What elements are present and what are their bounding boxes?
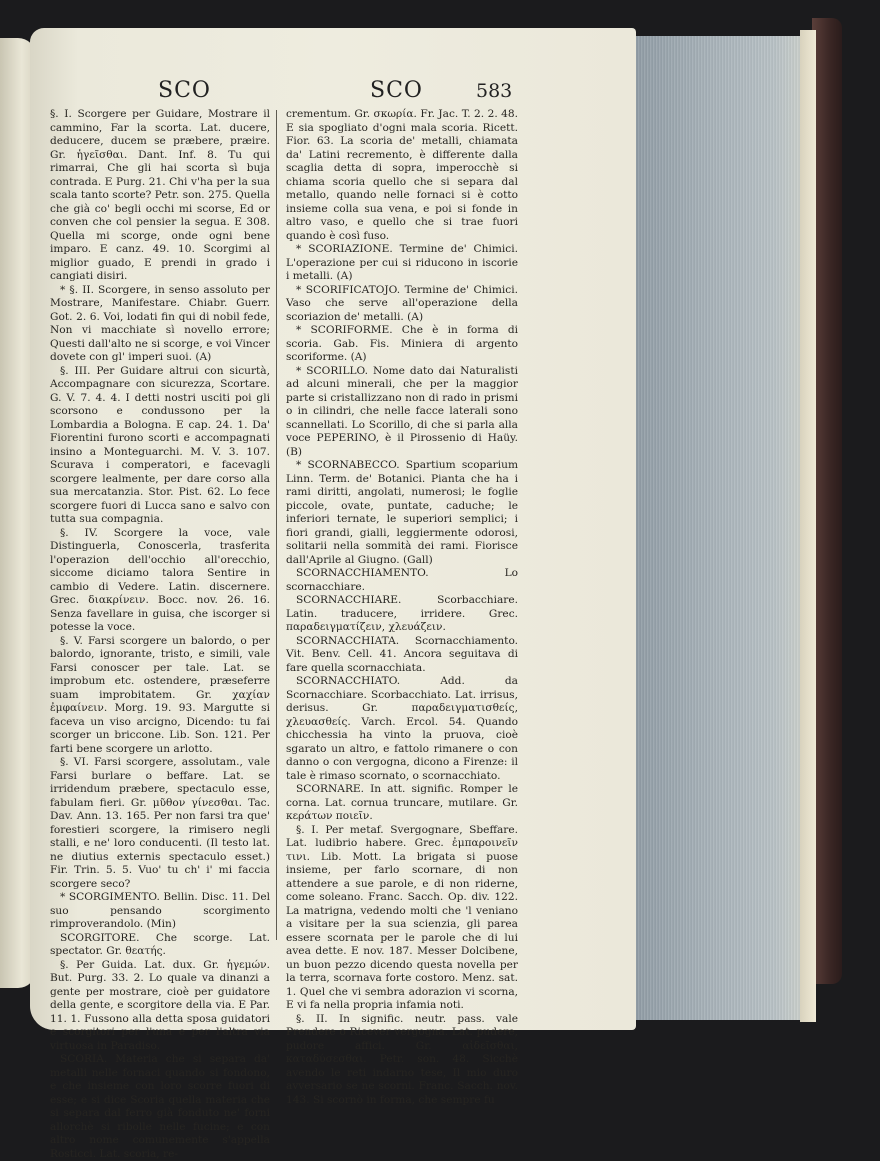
entry-paragraph: §. II. In signific. neutr. pass. vale Prendere o Ricever vergogna. Lat. pudere, pudore affici. Gr. αἰδεῖσθαι, καταδύσεσθαι. Petr. son. 48. Sicchè avendo le reti indarno tese, Il mio duro avversario se ne scorni. Franc. Sacch. nov. 143. Si scornò in forma, che sempre fu [286, 1012, 518, 1106]
entry-paragraph: §. III. Per Guidare altrui con sicurtà, Accompagnare con sicurezza, Scortare. G. V. 7. 4. 4. I detti nostri usciti poi gli scorsono e condussono per la Lombardia a Bologna. E cap. 24. 1. Da' Fiorentini furono scorti e accompagnati insino a Monteguarchi. M. V. 3. 107. Scurava i comperatori, e facevagli scorgere lealmente, per dare corso alla sua mercatanzia. Stor. Pist. 62. Lo fece scorgere fuori di Lucca sano e salvo con tutta sua compagnia. [50, 364, 270, 525]
book-page [30, 28, 636, 1160]
entry-paragraph: SCORNACCHIATA. Scornacchiamento. Vit. Benv. Cell. 41. Ancora seguitava di fare quella scornacchiata. [286, 634, 518, 674]
entry-paragraph: §. VI. Farsi scorgere, assolutam., vale Farsi burlare o beffare. Lat. se irridendum præbere, spectaculo esse, fabulam fieri. Gr. μῦθον γίνεσθαι. Tac. Dav. Ann. 13. 165. Per non farsi tra que' forestieri scorgere, la rimisero negli stalli, e ne' loro conducenti. (Il testo lat. ne diutius externis spectaculo esset.) Fir. Trin. 5. 5. Vuo' tu ch' i' mi faccia scorgere seco? [50, 756, 270, 890]
entry-paragraph: SCORGITORE. Che scorge. Lat. spectator. Gr. θεατής. [50, 931, 270, 957]
right-column [286, 108, 518, 1107]
entry-paragraph: §. I. Per metaf. Svergognare, Sbeffare. Lat. ludibrio habere. Grec. ἐμπαροινεῖν τινι. Lib. Mott. La brigata si puose insieme, per farlo scornare, di non attendere a sue parole, e di non riderne, come soleano. Franc. Sacch. Op. div. 122. La matrigna, vedendo molti che 'l veniano a visitare per la sua scienzia, gli parea essere scornata per le parole che di lui avea dette. E nov. 187. Messer Dolcibene, un buon pezzo dicendo questa novella per la terra, scornava forte costoro. Menz. sat. 1. Quel che vi sembra adorazion vi scorna, E vi fa nella propria infamia noti. [286, 823, 518, 1011]
entry-paragraph: SCORNACCHIATO. Add. da Scornacchiare. Scorbacchiato. Lat. irrisus, derisus. Gr. παραδειγματισθείς, χλευασθείς. Varch. Ercol. 54. Quando chicchessia ha vinto la pruova, cioè sgarato un altro, e fattolo rimanere o con danno o con vergogna, dicono a Firenze: il tale è rimaso scornato, o scornacchiato. [286, 675, 518, 782]
page-number: 583 [476, 80, 513, 102]
book-cover [812, 18, 842, 984]
entry-paragraph: SCORIA. Materia che si separa da' metalli nelle fornaci quando si fondono, e che insieme con loro scorre fuori di esse; e si dice Scoria quella materia che si separa dal ferro già fonduto ne' forni allorchè si ribolle nelle fucine; e con altro nome comunemente s'appella Rosticci. Lat. scoria, re- [50, 1053, 270, 1160]
entry-paragraph: * SCORIFICATOJO. Termine de' Chimici. Vaso che serve all'operazione della scoriazion de' metalli. (A) [286, 283, 518, 323]
entry-paragraph: SCORNACCHIARE. Scorbacchiare. Latin. traducere, irridere. Grec. παραδειγματίζειν, χλευάζειν. [286, 594, 518, 633]
entry-paragraph: SCORNARE. In att. signific. Romper le corna. Lat. cornua truncare, mutilare. Gr. κεράτων ποιεῖν. [286, 783, 518, 822]
entry-paragraph: crementum. Gr. σκωρία. Fr. Jac. T. 2. 2. 48. E sia spogliato d'ogni mala scoria. Ricett. Fior. 63. La scoria de' metalli, chiamata da' Latini recremento, è differente dalla scaglia detta di sopra, imperocchè si chiama scoria quello che si separa dal metallo, quando nelle fornaci si è cotto insieme colla sua vena, e poi si fonde in altro vaso, e quello che si trae fuori quando è così fuso. [286, 108, 518, 242]
entry-paragraph: §. V. Farsi scorgere un balordo, o per balordo, ignorante, tristo, e simili, vale Farsi conoscer per tale. Lat. se improbum etc. ostendere, præseferre suam improbitatem. Gr. χαχίαν ἐμφαίνειν. Morg. 19. 93. Margutte si faceva un viso arcigno, Dicendo: tu fai scorger un briccone. Lib. Son. 121. Per farti bene scorgere un arlotto. [50, 634, 270, 755]
entry-paragraph: * SCORGIMENTO. Bellin. Disc. 11. Del suo pensando scorgimento rimproverandolo. (Min) [50, 891, 270, 930]
page-block-edge [632, 36, 810, 1020]
column-divider [276, 110, 277, 940]
entry-paragraph: * SCORNABECCO. Spartium scoparium Linn. Term. de' Botanici. Pianta che ha i rami diritti, angolati, numerosi; le foglie piccole, ovate, puntate, caduche; le inferiori ternate, le superiori semplici; i fiori grandi, gialli, leggiermente odorosi, solitarii nella sommità dei rami. Fiorisce dall'Aprile al Giugno. (Gall) [286, 459, 518, 566]
entry-paragraph: §. IV. Scorgere la voce, vale Distinguerla, Conoscerla, trasferita l'operazion dell'occhio all'orecchio, siccome diciamo talora Sentire in cambio di Vedere. Latin. discernere. Grec. διακρίνειν. Bocc. nov. 26. 16. Senza favellare in guisa, che iscorger si potesse la voce. [50, 526, 270, 633]
left-column [50, 108, 270, 1161]
entry-paragraph: * §. II. Scorgere, in senso assoluto per Mostrare, Manifestare. Chiabr. Guerr. Got. 2. 6. Voi, lodati fin qui di nobil fede, Non vi macchiate sì novello errore; Questi dall'alto ne si scorge, e voi Vincer dovete con gl' imperi suoi. (A) [50, 283, 270, 363]
header-center-title: SCO [370, 78, 423, 103]
entry-paragraph: SCORNACCHIAMENTO. Lo scornacchiare. [286, 567, 518, 593]
page-block-rim [800, 30, 816, 1022]
entry-paragraph: §. I. Scorgere per Guidare, Mostrare il cammino, Far la scorta. Lat. ducere, deducere, ducem se præbere, præire. Gr. ἡγεῖσθαι. Dant. Inf. 8. Tu qui rimarrai, Che gli hai scorta sì buja contrada. E Purg. 21. Chi v'ha per la sua scala tanto scorte? Petr. son. 275. Quella che già co' begli occhi mi scorse, Ed or conven che col pensier la segua. E 308. Quella mi scorge, onde ogni bene imparo. E canz. 49. 10. Scorgimi al miglior guado, E prendi in grado i cangiati disiri. [50, 108, 270, 282]
entry-paragraph: §. Per Guida. Lat. dux. Gr. ἡγεμών. But. Purg. 33. 2. Lo quale va dinanzi a gente per mostrare, cioè per guidatore della gente, e scorgitore della via. E Par. 11. 1. Fussono alla detta sposa guidatori e scorgitori per l'una e per l'altra via virtuosa in Paradiso. [50, 958, 270, 1052]
entry-paragraph: * SCORIAZIONE. Termine de' Chimici. L'operazione per cui si riducono in iscorie i metalli. (A) [286, 243, 518, 282]
entry-paragraph: * SCORIFORME. Che è in forma di scoria. Gab. Fis. Miniera di argento scoriforme. (A) [286, 324, 518, 363]
header-left-title: SCO [158, 78, 211, 103]
entry-paragraph: * SCORILLO. Nome dato dai Naturalisti ad alcuni minerali, che per la maggior parte si cristallizzano non di rado in prismi o in cilindri, che nelle facce laterali sono scannellati. Lo Scorillo, di che si parla alla voce PEPERINO, è il Pirossenio di Haüy. (B) [286, 364, 518, 458]
